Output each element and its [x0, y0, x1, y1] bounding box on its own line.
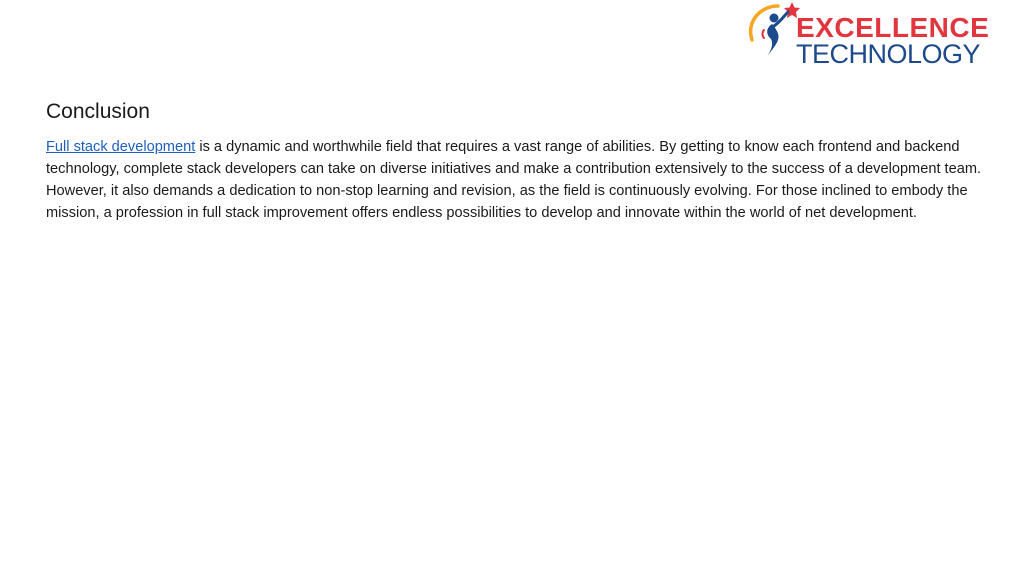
brand-logo: [744, 0, 990, 70]
body-paragraph: [46, 136, 986, 224]
brand-name-line1: EXCELLENCE: [796, 12, 990, 43]
star-runner-icon: [744, 0, 800, 70]
brand-name-line2: TECHNOLOGY: [796, 39, 981, 69]
paragraph-text: is a dynamic and worthwhile field that requires a vast range of abilities. By getting to know each frontend and backend technology, complete stack developers can take on diverse initiatives and make a contribution extensively to the success of a development team. However, it also demands a dedication to non-stop learning and revision, as the field is continuously evolving. For those inclined to embody the mission, a profession in full stack improvement offers endless possibilities to develop and innovate within the world of net development.: [46, 139, 982, 221]
section-heading: Conclusion: [46, 100, 150, 123]
full-stack-development-link[interactable]: Full stack development: [46, 139, 196, 155]
